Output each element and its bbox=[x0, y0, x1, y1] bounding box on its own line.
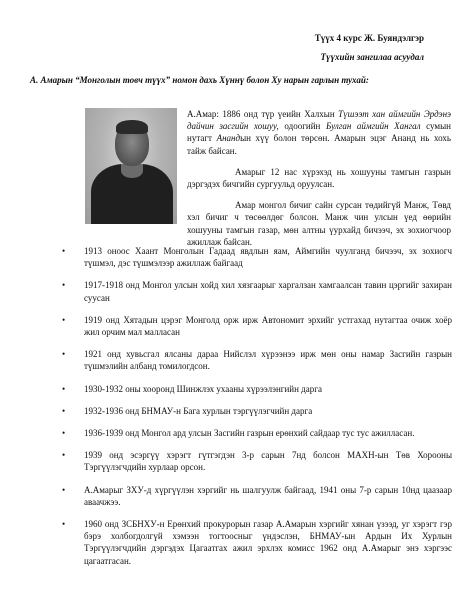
list-item bbox=[62, 405, 452, 417]
list-item-text: 1913 оноос Хаант Монголын Гадаад явдлын яам, Аймгийн чуулганд бичээч, эх зохиогч түшмэл, дэс түшмэлээр ажиллаж байгаад bbox=[84, 246, 452, 269]
intro-p1-text-3: сумын нутагт bbox=[187, 121, 451, 144]
intro-text bbox=[187, 108, 451, 257]
portrait-photo bbox=[85, 108, 177, 224]
bullet-icon: • bbox=[62, 484, 66, 495]
list-item bbox=[62, 484, 452, 508]
list-item-text: 1921 онд хувьсгал ялсаны дараа Нийслэл хүрээнээ ирж мөн оны намар Засгийн газрын түшмэлийн албанд томилогдсон. bbox=[84, 349, 452, 372]
portrait-collar-shape bbox=[121, 164, 143, 178]
list-item bbox=[62, 348, 452, 372]
intro-p1-italic-3: Ананд bbox=[216, 133, 241, 144]
list-item-text: 1917-1918 онд Монгол улсын хойд хил хязгаарыг харгалзан хамгаалсан тавин цэргийг захиран суусан bbox=[84, 280, 452, 303]
author-line: Түүх 4 курс Ж. Буяндэлгэр bbox=[314, 33, 424, 43]
bullet-icon: • bbox=[62, 428, 66, 439]
list-item-text: 1919 онд Хятадын цэрэг Монголд орж ирж Автономит эрхийг устгахад нутагтаа очиж хоёр жил орчим мал малласан bbox=[84, 314, 452, 338]
bullet-icon: • bbox=[62, 246, 66, 256]
list-item-text: 1936-1939 онд Монгол ард улсын Засгийн газрын ерөнхий сайдаар тус тус ажилласан. bbox=[84, 428, 415, 439]
bullet-icon: • bbox=[62, 519, 66, 530]
list-item bbox=[62, 449, 452, 473]
intro-p1-text: А.Амар: 1886 онд түр үеийн Халхын bbox=[187, 109, 339, 119]
intro-p1-text-2: одоогийн bbox=[278, 121, 326, 132]
list-item-text: 1960 онд ЗСБНХУ-н Ерөнхий прокурорын газар А.Амарын хэргийг хянан үзээд, уг хэрэгт гэр бэрэ холбогдолгүй хэмээн тогтоосныг үндэслэн, БНМАУ-ын Ардын Их Хурлын Тэргүүлэгчдийн дэргэдэх Цагаатгах ажил эрхлэх комисс 1962 онд А.Амарыг энэ хэргээс цагаатгасан. bbox=[84, 519, 452, 566]
list-item-text: 1939 онд эсэргүү хэрэгт гүтгэгдэн 3-р сарын 7нд болсон МАХН-ын Төв Хорооны Тэргүүлэгчдийн хурлаар орсон. bbox=[84, 450, 452, 473]
list-item-text: 1932-1936 онд БНМАУ-н Бага хурлын тэргүүлэгчийн дарга bbox=[84, 405, 313, 416]
portrait-hair-shape bbox=[116, 120, 148, 134]
bullet-icon: • bbox=[62, 349, 66, 360]
bullet-icon: • bbox=[62, 383, 66, 394]
list-item bbox=[62, 518, 452, 567]
intro-p1-text-4: ын хүү болон төрсөн. Амарын эцэг Ананд нь хохь тайж байсан. bbox=[187, 133, 451, 156]
bullet-icon: • bbox=[62, 314, 66, 325]
list-item bbox=[62, 427, 452, 439]
bullet-icon: • bbox=[62, 280, 66, 291]
list-item bbox=[62, 314, 452, 338]
intro-p1-italic-2: Булган аймгийн Хангал bbox=[325, 121, 421, 132]
intro-paragraph-3: Амар монгол бичиг сайн сурсан төдийгүй Манж, Төвд хэл бичиг ч төсөөлдөг болсон. Манж чин улсын үед өөрийн хошууны тамгын газар, мөн алтны үурхайд бичээч, эх зохиогчоор ажиллаж байсан. bbox=[187, 200, 451, 247]
list-item bbox=[62, 279, 452, 303]
list-item bbox=[62, 245, 452, 269]
intro-p1-italic-1: Түшээт хан аймгийн Эрдэнэ дайчин засгийн хошуу, bbox=[187, 109, 452, 132]
events-list bbox=[62, 245, 452, 577]
list-item-text: 1930-1932 оны хооронд Шинжлэх ухааны хүрээлэнгийн дарга bbox=[84, 383, 322, 394]
intro-paragraph-1 bbox=[187, 108, 451, 157]
bullet-icon: • bbox=[62, 450, 66, 461]
bullet-icon: • bbox=[62, 405, 66, 416]
section-heading: А. Амарын “Монголын товч түүх” номон дахь Хүннү болон Ху нарын гарлын тухай: bbox=[30, 75, 369, 85]
intro-paragraph-2: Амарыг 12 нас хүрэхэд нь хошууны тамгын газрын дэргэдэх бичгийн сургуульд оруулсан. bbox=[187, 166, 451, 190]
document-subtitle: Түүхийн зангилаа асуудал bbox=[320, 52, 424, 62]
list-item bbox=[62, 383, 452, 395]
list-item-text: А.Амарыг ЗХУ-д хүргүүлэн хэргийг нь шалгуулж байгаад, 1941 оны 7-р сарын 10нд цаазаар аваачжээ. bbox=[84, 484, 452, 507]
